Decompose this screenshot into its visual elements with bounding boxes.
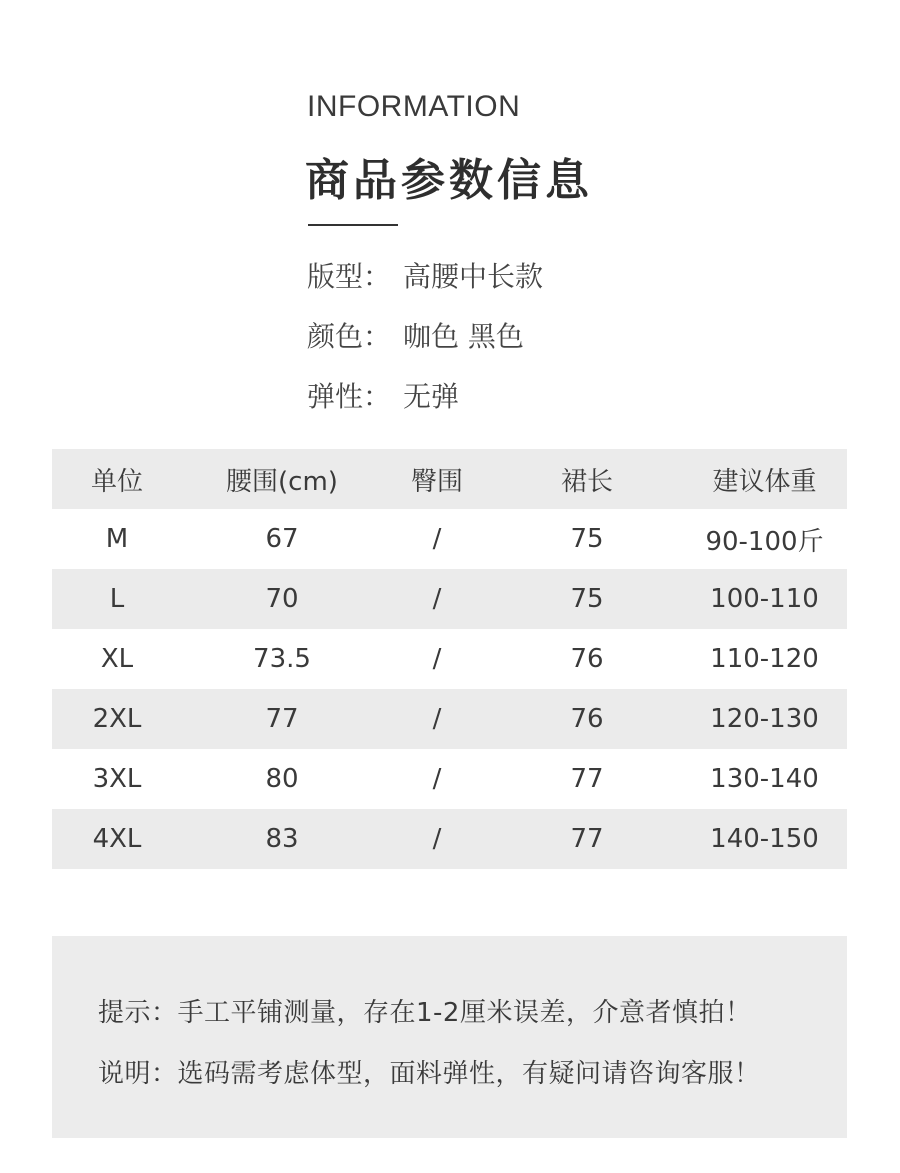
cell-hip: /: [432, 704, 442, 734]
cell-hip: /: [432, 644, 442, 674]
table-row: [52, 689, 847, 749]
cell-waist: 67: [265, 524, 299, 554]
cell-waist: 80: [265, 764, 299, 794]
attribute-row-color: [307, 310, 827, 370]
attribute-value: 高腰中长款: [403, 260, 544, 293]
cell-weight: 140-150: [710, 824, 819, 854]
notes-panel: [52, 936, 847, 1138]
attribute-value: 咖色 黑色: [403, 320, 524, 353]
cell-size: L: [109, 584, 125, 614]
cell-weight: 120-130: [710, 704, 819, 734]
table-row: [52, 809, 847, 869]
size-table-header: [52, 449, 847, 509]
header-unit: 单位: [90, 466, 143, 497]
table-row: [52, 749, 847, 809]
attribute-value: 无弹: [403, 380, 460, 413]
title-english: INFORMATION: [307, 90, 521, 123]
cell-hip: /: [432, 524, 442, 554]
header-length: 裙长: [560, 466, 613, 497]
note-size-explanation: 说明：选码需考虑体型，面料弹性，有疑问请咨询客服！: [98, 1059, 761, 1089]
title-underline: [308, 224, 398, 226]
cell-waist: 83: [265, 824, 299, 854]
attribute-label: 弹性：: [307, 380, 392, 413]
cell-size: 3XL: [92, 764, 142, 794]
cell-length: 77: [570, 824, 604, 854]
attribute-label: 颜色：: [307, 320, 392, 353]
attribute-row-elasticity: [307, 370, 827, 430]
cell-length: 75: [570, 584, 604, 614]
cell-length: 77: [570, 764, 604, 794]
cell-length: 75: [570, 524, 604, 554]
cell-size: 4XL: [92, 824, 142, 854]
title-chinese: 商品参数信息: [305, 155, 593, 206]
cell-weight: 100-110: [710, 584, 819, 614]
table-row: [52, 509, 847, 569]
cell-weight: 110-120: [710, 644, 819, 674]
cell-hip: /: [432, 584, 442, 614]
cell-waist: 73.5: [253, 644, 311, 674]
attribute-label: 版型：: [307, 260, 392, 293]
attribute-row-fit: [307, 250, 827, 310]
cell-size: M: [105, 524, 129, 554]
cell-size: XL: [100, 644, 134, 674]
cell-length: 76: [570, 644, 604, 674]
note-measurement-tip: 提示：手工平铺测量，存在1-2厘米误差，介意者慎拍！: [98, 998, 752, 1028]
cell-length: 76: [570, 704, 604, 734]
header-hip: 臀围: [410, 466, 463, 497]
cell-waist: 70: [265, 584, 299, 614]
cell-hip: /: [432, 824, 442, 854]
cell-waist: 77: [265, 704, 299, 734]
table-row: [52, 629, 847, 689]
cell-size: 2XL: [92, 704, 142, 734]
cell-weight: 90-100斤: [705, 526, 824, 557]
header-waist: 腰围(cm): [226, 466, 338, 497]
cell-hip: /: [432, 764, 442, 794]
table-row: [52, 569, 847, 629]
header-weight: 建议体重: [712, 466, 817, 497]
size-table: [52, 449, 847, 869]
attribute-list: [307, 250, 827, 430]
cell-weight: 130-140: [710, 764, 819, 794]
